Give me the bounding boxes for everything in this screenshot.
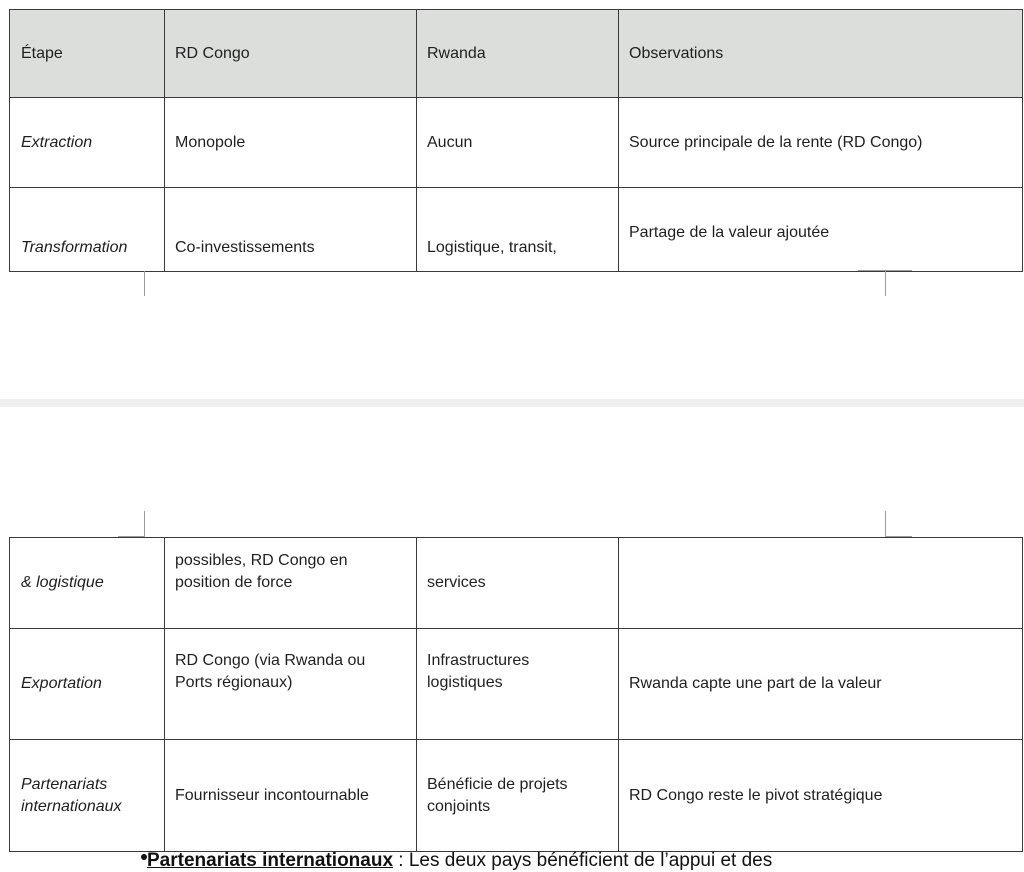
page-corner-mark <box>858 270 912 271</box>
observation-cell: Partage de la valeur ajoutée <box>619 188 1023 272</box>
page-corner-mark <box>144 511 145 536</box>
drc-cell: possibles, RD Congo en position de force <box>165 538 417 629</box>
table-row <box>10 188 1023 272</box>
comparison-table-page1 <box>9 9 1023 272</box>
table-header-row <box>10 10 1023 98</box>
bullet-dot-icon <box>141 854 147 860</box>
stage-cell: Partenariats internationaux <box>10 740 165 852</box>
bullet-bold-text: Partenariats internationaux <box>147 850 394 871</box>
rwanda-cell: Aucun <box>417 98 619 188</box>
header-cell-rdcongo: RD Congo <box>165 10 417 98</box>
table-row <box>10 740 1023 852</box>
page-corner-mark <box>144 271 145 296</box>
observation-cell <box>619 538 1023 629</box>
rwanda-cell: Logistique, transit, <box>417 188 619 272</box>
stage-cell: Transformation <box>10 188 165 272</box>
observation-cell: Source principale de la rente (RD Congo) <box>619 98 1023 188</box>
page-corner-mark <box>885 511 886 536</box>
table-row <box>10 98 1023 188</box>
drc-cell: Fournisseur incontournable <box>165 740 417 852</box>
rwanda-cell: Bénéficie de projets conjoints <box>417 740 619 852</box>
drc-cell: Monopole <box>165 98 417 188</box>
rwanda-cell: Infrastructures logistiques <box>417 629 619 740</box>
header-cell-etape: Étape <box>10 10 165 98</box>
stage-cell: Extraction <box>10 98 165 188</box>
drc-cell: RD Congo (via Rwanda ou Ports régionaux) <box>165 629 417 740</box>
bullet-paragraph <box>147 850 772 872</box>
observation-cell: RD Congo reste le pivot stratégique <box>619 740 1023 852</box>
bullet-text: : Les deux pays bénéficient de l’appui et des <box>393 850 773 871</box>
comparison-table-page2 <box>9 537 1023 852</box>
table-row <box>10 538 1023 629</box>
stage-cell: & logistique <box>10 538 165 629</box>
stage-cell: Exportation <box>10 629 165 740</box>
page-corner-mark <box>885 271 886 296</box>
table-row <box>10 629 1023 740</box>
rwanda-cell: services <box>417 538 619 629</box>
header-cell-observations: Observations <box>619 10 1023 98</box>
header-cell-rwanda: Rwanda <box>417 10 619 98</box>
page-break-gap <box>0 399 1024 407</box>
drc-cell: Co-investissements <box>165 188 417 272</box>
observation-cell: Rwanda capte une part de la valeur <box>619 629 1023 740</box>
